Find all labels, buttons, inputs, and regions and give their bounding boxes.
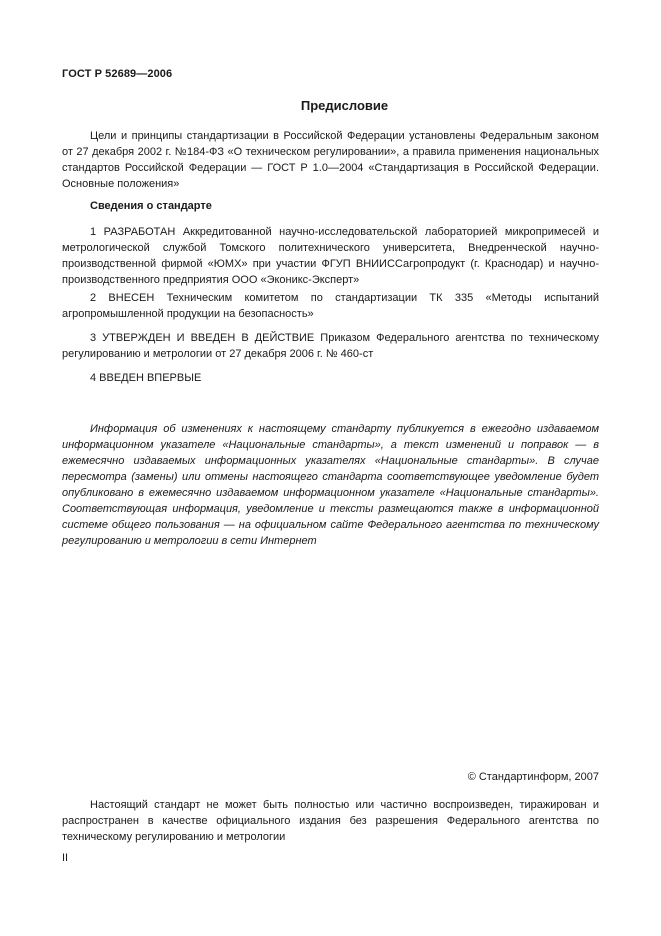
document-code: ГОСТ Р 52689—2006: [62, 68, 173, 80]
change-info-notice: Информация об изменениях к настоящему стандарту публикуется в ежегодно издаваемом информационном указателе «Национальные стандарты», а текст изменений и поправок — в ежемесячно издаваемых информационных указателях «Национальные стандарты». В случае пересмотра (замены) или отмены настоящего стандарта соответствующее уведомление будет опубликовано в ежемесячно издаваемом информационном указателе «Национальные стандарты». Соответствующая информация, уведомление и тексты размещаются также в информационной системе общего пользования — на официальном сайте Федерального агентства по техническому регулированию и метрологии в сети Интернет: [62, 423, 599, 547]
intro-paragraph: Цели и принципы стандартизации в Российской Федерации установлены Федеральным законом от 27 декабря 2002 г. №184-ФЗ «О техническом регулировании», а правила применения национальных стандартов Российской Федерации — ГОСТ Р 1.0—2004 «Стандартизация в Российской Федерации. Основные положения»: [62, 130, 599, 190]
item-first-introduced: 4 ВВЕДЕН ВПЕРВЫЕ: [90, 372, 202, 384]
copyright-line: © Стандартинформ, 2007: [467, 771, 599, 783]
item-developed: 1 РАЗРАБОТАН Аккредитованной научно-исследовательской лабораторией микропримесей и метрологической службой Томского политехнического университета, Внедренческой научно-производственной фирмой «ЮМХ» при участии ФГУП ВНИИССагропродукт (г. Краснодар) и научно-производственного предприятия ООО «Эконикс-Эксперт»: [62, 226, 599, 286]
reproduction-notice: Настоящий стандарт не может быть полностью или частично воспроизведен, тиражирован и распространен в качестве официального издания без разрешения Федерального агентства по техническому регулированию и метрологии: [62, 799, 599, 843]
item-introduced: 2 ВНЕСЕН Техническим комитетом по стандартизации ТК 335 «Методы испытаний агропромышленной продукции на безопасность»: [62, 292, 599, 320]
item-approved: 3 УТВЕРЖДЕН И ВВЕДЕН В ДЕЙСТВИЕ Приказом Федерального агентства по техническому регулированию и метрологии от 27 декабря 2006 г. № 460-ст: [62, 332, 599, 360]
page-number: II: [62, 852, 69, 864]
standard-info-heading: Сведения о стандарте: [90, 200, 212, 212]
page-title: Предисловие: [300, 98, 389, 113]
